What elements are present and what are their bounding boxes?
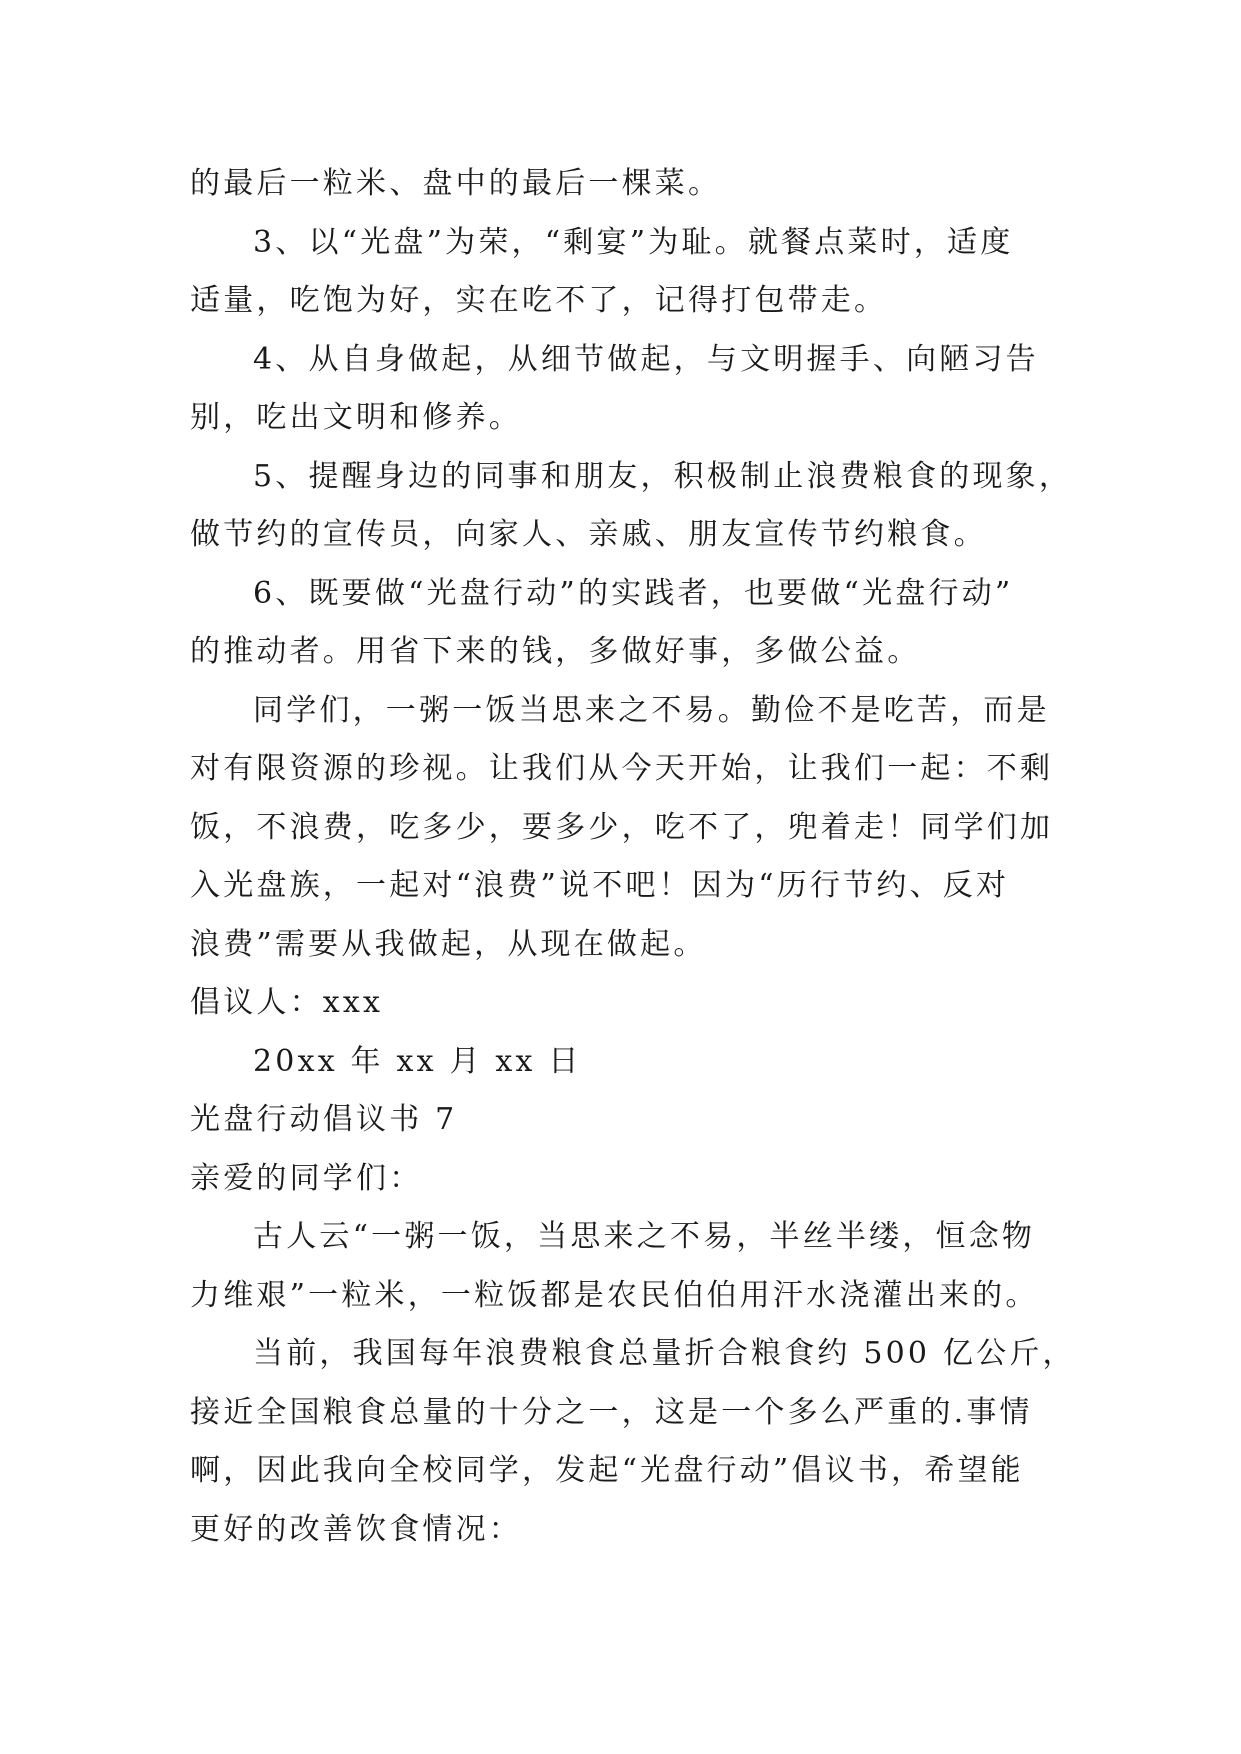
text-line: 5、提醒身边的同事和朋友，积极制止浪费粮食的现象， (253, 458, 1073, 494)
text-line: 啊，因此我向全校同学，发起“光盘行动”倡议书，希望能 (190, 1453, 1024, 1488)
text-line: 力维艰”一粒米，一粒饭都是农民伯伯用汗水浇灌出来的。 (190, 1277, 1039, 1313)
text-line: 同学们，一粥一饭当思来之不易。勤俭不是吃苦，而是 (253, 692, 1050, 728)
text-line: 的最后一粒米、盘中的最后一棵菜。 (190, 166, 722, 201)
text-line: 古人云“一粥一饭，当思来之不易，半丝半缕，恒念物 (253, 1219, 1036, 1254)
text-line: 别，吃出文明和修养。 (190, 400, 522, 435)
text-line: 适量，吃饱为好，实在吃不了，记得打包带走。 (190, 283, 888, 318)
document-page (190, 155, 1076, 1559)
text-line: 当前，我国每年浪费粮食总量折合粮食约 500 亿公斤， (253, 1336, 1076, 1371)
date-line: 20xx 年 xx 月 xx 日 (253, 1043, 582, 1079)
text-line: 更好的改善饮食情况： (190, 1511, 522, 1547)
text-line: 饭，不浪费，吃多少，要多少，吃不了，兜着走！同学们加 (190, 809, 1054, 845)
text-line: 浪费”需要从我做起，从现在做起。 (190, 926, 707, 962)
text-line: 做节约的宣传员，向家人、亲戚、朋友宣传节约粮食。 (190, 517, 987, 552)
section-title: 光盘行动倡议书 7 (190, 1102, 458, 1137)
text-line: 接近全国粮食总量的十分之一，这是一个多么严重的.事情 (190, 1394, 1033, 1430)
text-line: 的推动者。用省下来的钱，多做好事，多做公益。 (190, 634, 921, 669)
text-line: 4、从自身做起，从细节做起，与文明握手、向陋习告 (253, 341, 1039, 377)
salutation-line: 亲爱的同学们： (190, 1160, 423, 1196)
text-line: 6、既要做“光盘行动”的实践者，也要做“光盘行动” (253, 575, 1014, 611)
text-line: 3、以“光盘”为荣，“剩宴”为耻。就餐点菜时，适度 (253, 224, 1014, 260)
proposer-line: 倡议人：xxx (190, 985, 384, 1020)
text-line: 入光盘族，一起对“浪费”说不吧！因为“历行节约、反对 (190, 868, 1010, 903)
text-line: 对有限资源的珍视。让我们从今天开始，让我们一起：不剩 (190, 751, 1054, 786)
